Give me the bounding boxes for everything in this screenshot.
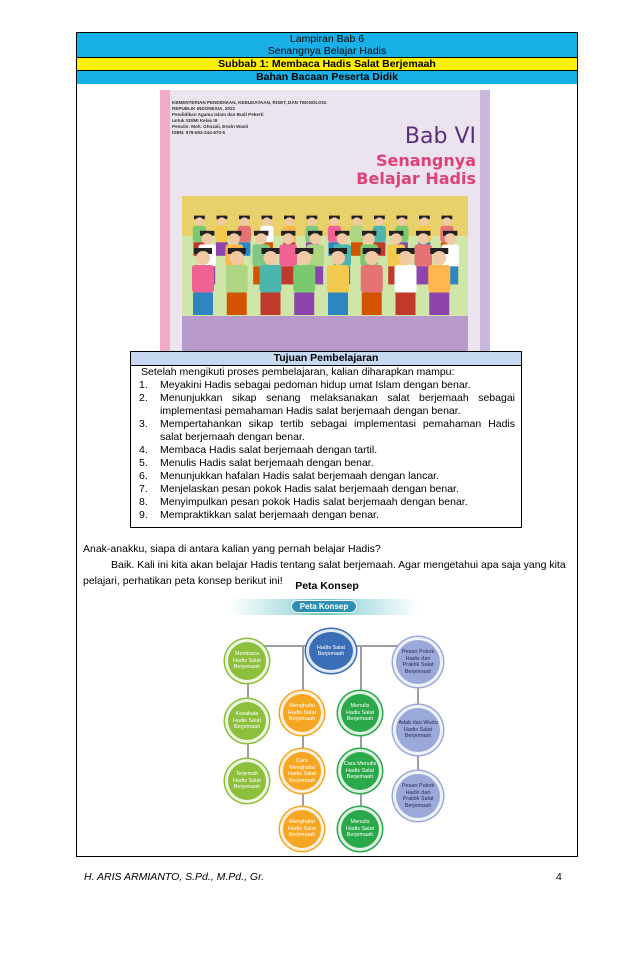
paragraph-intro: Baik. Kali ini kita akan belajar Hadis tentang salat berjemaah. Agar mengetahui apa saja yang kita pelajari, perhatikan peta konsep berikut ini! [83, 559, 566, 587]
list-item: 1. Meyakini Hadis sebagai pedoman hidup umat Islam dengan benar. [139, 379, 471, 391]
concept-node: Menulis Hadis Salat Berjemaah [338, 807, 382, 851]
concept-map [207, 595, 457, 857]
tujuan-heading: Tujuan Pembelajaran [131, 352, 521, 366]
cover-meta-line: REPUBLIK INDONESIA, 2022 [172, 106, 236, 111]
tujuan-intro: Setelah mengikuti proses pembelajaran, kalian diharapkan mampu: [141, 366, 455, 378]
concept-node: Menulis Hadis Salat Berjemaah [338, 691, 382, 735]
list-item: 5. Menulis Hadis salat berjemaah dengan benar. [139, 457, 374, 469]
header-title-block [77, 33, 577, 57]
concept-node: Menghafal Hadis Salat Berjemaah [280, 807, 324, 851]
book-cover [160, 90, 490, 352]
concept-node: Cara Menulis Hadis Salat Berjemaah [338, 749, 382, 793]
cover-meta-line: untuk SD/MI Kelas III [172, 118, 218, 123]
list-item: 3. Mempertahankan sikap tertib sebagai implementasi pemahaman Hadis salat berjemaah dengan benar. [139, 418, 515, 443]
concept-node-center: Hadis Salat Berjemaah [306, 629, 356, 673]
tujuan-list [131, 379, 521, 522]
list-item: 2. Menunjukkan sikap senang melaksanakan salat berjemaah sebagai implementasi pemahaman Hadis salat berjemaah dengan benar. [139, 392, 515, 417]
connector [360, 645, 362, 830]
cover-purple-strip [480, 90, 490, 352]
concept-node: Terjemah Hadis Salat Berjemaah [225, 759, 269, 803]
subbab-title: Subbab 1: Membaca Hadis Salat Berjemaah [77, 57, 577, 71]
list-item: 8. Menyimpulkan pesan pokok Hadis salat berjemaah dengan benar. [139, 496, 468, 508]
list-item: 4. Membaca Hadis salat berjemaah dengan tartil. [139, 444, 378, 456]
header-line1: Lampiran Bab 6 [289, 33, 365, 45]
concept-node: Adab dan Wudu Hadis Salat Berjemaah [393, 705, 443, 755]
concept-node: Pesan Pokok Hadis dan Praktik Salat Berjemaah [393, 637, 443, 687]
cover-pink-strip [160, 90, 170, 352]
header-line2: Senangnya Belajar Hadis [267, 45, 387, 57]
concept-node: Pesan Pokok Hadis dan Praktik Salat Berjemaah [393, 771, 443, 821]
cover-meta-line: KEMENTERIAN PENDIDIKAN, KEBUDAYAAN, RISET, DAN TEKNOLOGI [172, 100, 327, 105]
paragraph-question: Anak-anakku, siapa di antara kalian yang pernah belajar Hadis? [83, 543, 381, 555]
cover-bab: Bab VI [404, 124, 476, 149]
banner-label: Peta Konsep [291, 600, 357, 613]
cover-meta-line: Pendidikan Agama Islam dan Budi Pekerti [172, 112, 264, 117]
concept-node: Membaca Hadis Salat Berjemaah [225, 639, 269, 683]
concept-map-banner [229, 599, 419, 615]
concept-node: Menghafal Hadis Salat Berjemaah [280, 691, 324, 735]
bahan-title: Bahan Bacaan Peserta Didik [77, 71, 577, 84]
peta-konsep-title: Peta Konsep [295, 580, 359, 592]
list-item: 7. Menjelaskan pesan pokok Hadis salat berjemaah dengan benar. [139, 483, 459, 495]
cover-meta-line: Penulis: Moh. Ghozali, Erwin Wasti [172, 124, 249, 129]
tujuan-box [130, 351, 522, 528]
concept-node: Cara Menghafal Hadis Salat Berjemaah [280, 749, 324, 793]
congregation-illustration [182, 196, 468, 352]
cover-title-line1: Senangnya [375, 151, 476, 170]
concept-node: Kosakata Hadis Salat Berjemaah [225, 699, 269, 743]
cover-title-line2: Belajar Hadis [356, 169, 476, 188]
cover-meta [172, 100, 327, 136]
cover-title [356, 152, 476, 188]
connector [302, 645, 304, 830]
list-item: 6. Menunjukkan hafalan Hadis salat berjemaah dengan lancar. [139, 470, 440, 482]
page-frame [76, 32, 578, 857]
footer-author: H. ARIS ARMIANTO, S.Pd., M.Pd., Gr. [84, 871, 265, 883]
cover-meta-line: ISBN: 978-602-244-670-5 [172, 130, 226, 135]
footer-page-number: 4 [556, 871, 562, 883]
list-item: 9. Mempraktikkan salat berjemaah dengan benar. [139, 509, 379, 521]
